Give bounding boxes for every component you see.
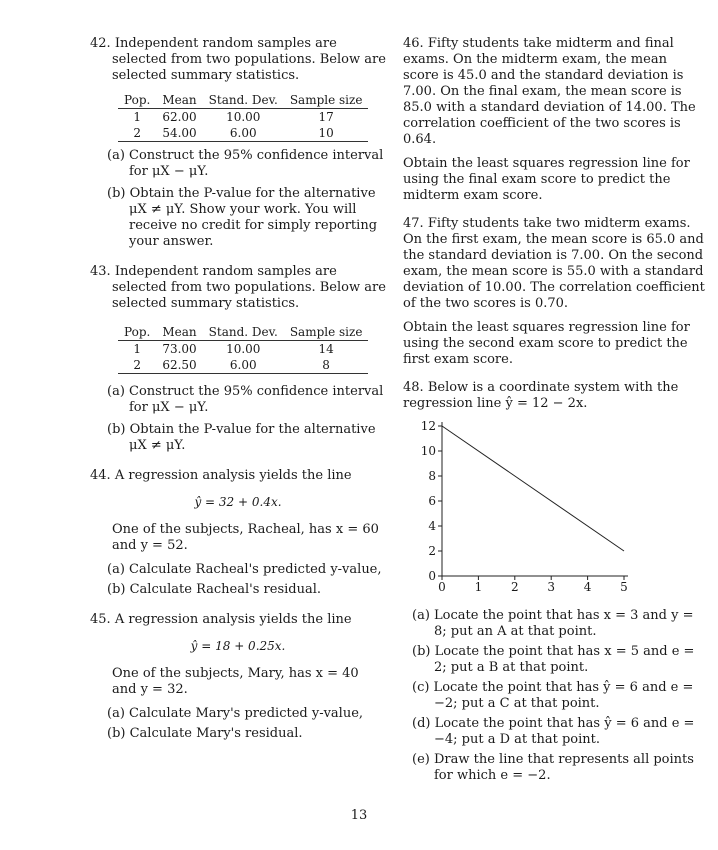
problem-45: [90, 612, 386, 742]
problem-48-part-c: (c) Locate the point that has ŷ = 6 and e = −2; put a C at that point.: [412, 680, 694, 711]
problem-44-equation: ŷ = 32 + 0.4x.: [194, 495, 282, 509]
problem-48-part-e: (e) Draw the line that represents all points for which e = −2.: [412, 752, 694, 783]
table-header: Pop.: [118, 92, 156, 109]
regression-line: [442, 426, 624, 551]
problem-44-intro: 44. A regression analysis yields the line: [90, 468, 352, 483]
x-tick-label: 2: [510, 580, 519, 594]
problem-45-intro: 45. A regression analysis yields the line: [90, 612, 352, 627]
problem-46-task: Obtain the least squares regression line for using the final exam score to predict the midterm exam score.: [403, 156, 690, 203]
regression-chart: [412, 416, 642, 596]
table-cell: 14: [318, 342, 334, 356]
problem-42-part-b: (b) Obtain the P-value for the alternative μX ≠ μY. Show your work. You will receive no credit for simply reporting your answer.: [107, 186, 378, 249]
y-tick-label: 4: [428, 519, 436, 533]
problem-42-table: [118, 92, 368, 142]
table-cell: 10.00: [226, 110, 261, 124]
problem-44: [90, 468, 386, 598]
left-column: [90, 36, 386, 750]
regression-plot: [412, 416, 642, 596]
table-cell: 1: [133, 342, 141, 356]
table-cell: 54.00: [156, 125, 202, 142]
table-cell: 10: [284, 125, 369, 142]
problem-46-text: 46. Fifty students take midterm and final exams. On the midterm exam, the mean score is 45.0 and the standard deviation is 7.00. On the final exam, the mean score is 85.0 with a standard deviation of 14.00. The correlation coefficient of the two scores is 0.64.: [403, 36, 696, 147]
problem-45-part-a: (a) Calculate Mary's predicted y-value,: [107, 706, 364, 721]
problem-43-part-b: (b) Obtain the P-value for the alternative μX ≠ μY.: [107, 422, 376, 453]
y-tick-label: 2: [428, 544, 436, 558]
table-cell: 62.50: [156, 357, 202, 374]
y-tick-label: 12: [420, 419, 436, 433]
problem-43-intro: 43. Independent random samples are selected from two populations. Below are selected summary statistics.: [90, 264, 386, 311]
problem-44-part-a: (a) Calculate Racheal's predicted y-value,: [107, 562, 382, 577]
x-tick-label: 3: [547, 580, 556, 594]
y-tick-label: 0: [428, 569, 436, 583]
table-cell: 6.00: [203, 125, 284, 142]
table-header: Mean: [156, 92, 202, 109]
problem-48-part-b: (b) Locate the point that has x = 5 and e = 2; put a B at that point.: [412, 644, 695, 675]
table-cell: 62.00: [162, 110, 197, 124]
table-cell: 17: [318, 110, 334, 124]
table-cell: 6.00: [203, 357, 284, 374]
table-cell: 1: [133, 110, 141, 124]
x-tick-label: 0: [438, 580, 446, 594]
problem-48-part-d: (d) Locate the point that has ŷ = 6 and e = −4; put a D at that point.: [412, 716, 695, 747]
y-tick-label: 8: [428, 469, 436, 483]
x-tick-label: 1: [474, 580, 483, 594]
right-column: [403, 36, 706, 792]
problem-48-intro: 48. Below is a coordinate system with the regression line ŷ = 12 − 2x.: [403, 380, 679, 411]
problem-42-intro: 42. Independent random samples are selected from two populations. Below are selected summary statistics.: [90, 36, 386, 83]
table-row: [118, 109, 368, 126]
y-tick-label: 10: [420, 444, 436, 458]
table-row: [118, 341, 368, 358]
problem-47-task: Obtain the least squares regression line for using the second exam score to predict the first exam score.: [403, 320, 690, 367]
problem-43: [90, 264, 386, 454]
problem-44-part-b: (b) Calculate Racheal's residual.: [107, 582, 322, 597]
table-cell: 8: [284, 357, 369, 374]
table-header: Sample size: [284, 92, 369, 109]
table-row: [118, 125, 368, 142]
table-cell: 2: [118, 357, 156, 374]
table-header: Stand. Dev.: [203, 92, 284, 109]
x-tick-label: 4: [583, 580, 592, 594]
problem-45-subject: One of the subjects, Mary, has x = 40 and y = 32.: [112, 666, 359, 697]
table-row: [118, 357, 368, 374]
table-cell: 2: [118, 125, 156, 142]
page-number: 13: [350, 808, 368, 823]
table-cell: 73.00: [162, 342, 197, 356]
problem-47: [403, 216, 706, 368]
y-tick-label: 6: [428, 494, 436, 508]
problem-45-part-b: (b) Calculate Mary's residual.: [107, 726, 303, 741]
problem-42: [90, 36, 386, 250]
problem-48-part-a: (a) Locate the point that has x = 3 and y = 8; put an A at that point.: [412, 608, 694, 639]
table-header: Stand. Dev.: [203, 324, 284, 341]
problem-46: [403, 36, 706, 204]
table-header: Pop.: [118, 324, 156, 341]
problem-47-text: 47. Fifty students take two midterm exams. On the first exam, the mean score is 65.0 and the standard deviation is 7.00. On the second exam, the mean score is 55.0 with a standard deviation of 10.00. The correlation coefficient of the two scores is 0.70.: [403, 216, 705, 311]
problem-43-part-a: (a) Construct the 95% confidence interval for μX − μY.: [107, 384, 384, 415]
problem-45-equation: ŷ = 18 + 0.25x.: [190, 639, 286, 653]
problem-43-table: [118, 324, 368, 374]
table-cell: 10.00: [226, 342, 261, 356]
table-header: Mean: [156, 324, 202, 341]
problem-42-part-a: (a) Construct the 95% confidence interval for μX − μY.: [107, 148, 384, 179]
table-header: Sample size: [284, 324, 369, 341]
problem-44-subject: One of the subjects, Racheal, has x = 60 and y = 52.: [112, 522, 379, 553]
x-tick-label: 5: [620, 580, 628, 594]
